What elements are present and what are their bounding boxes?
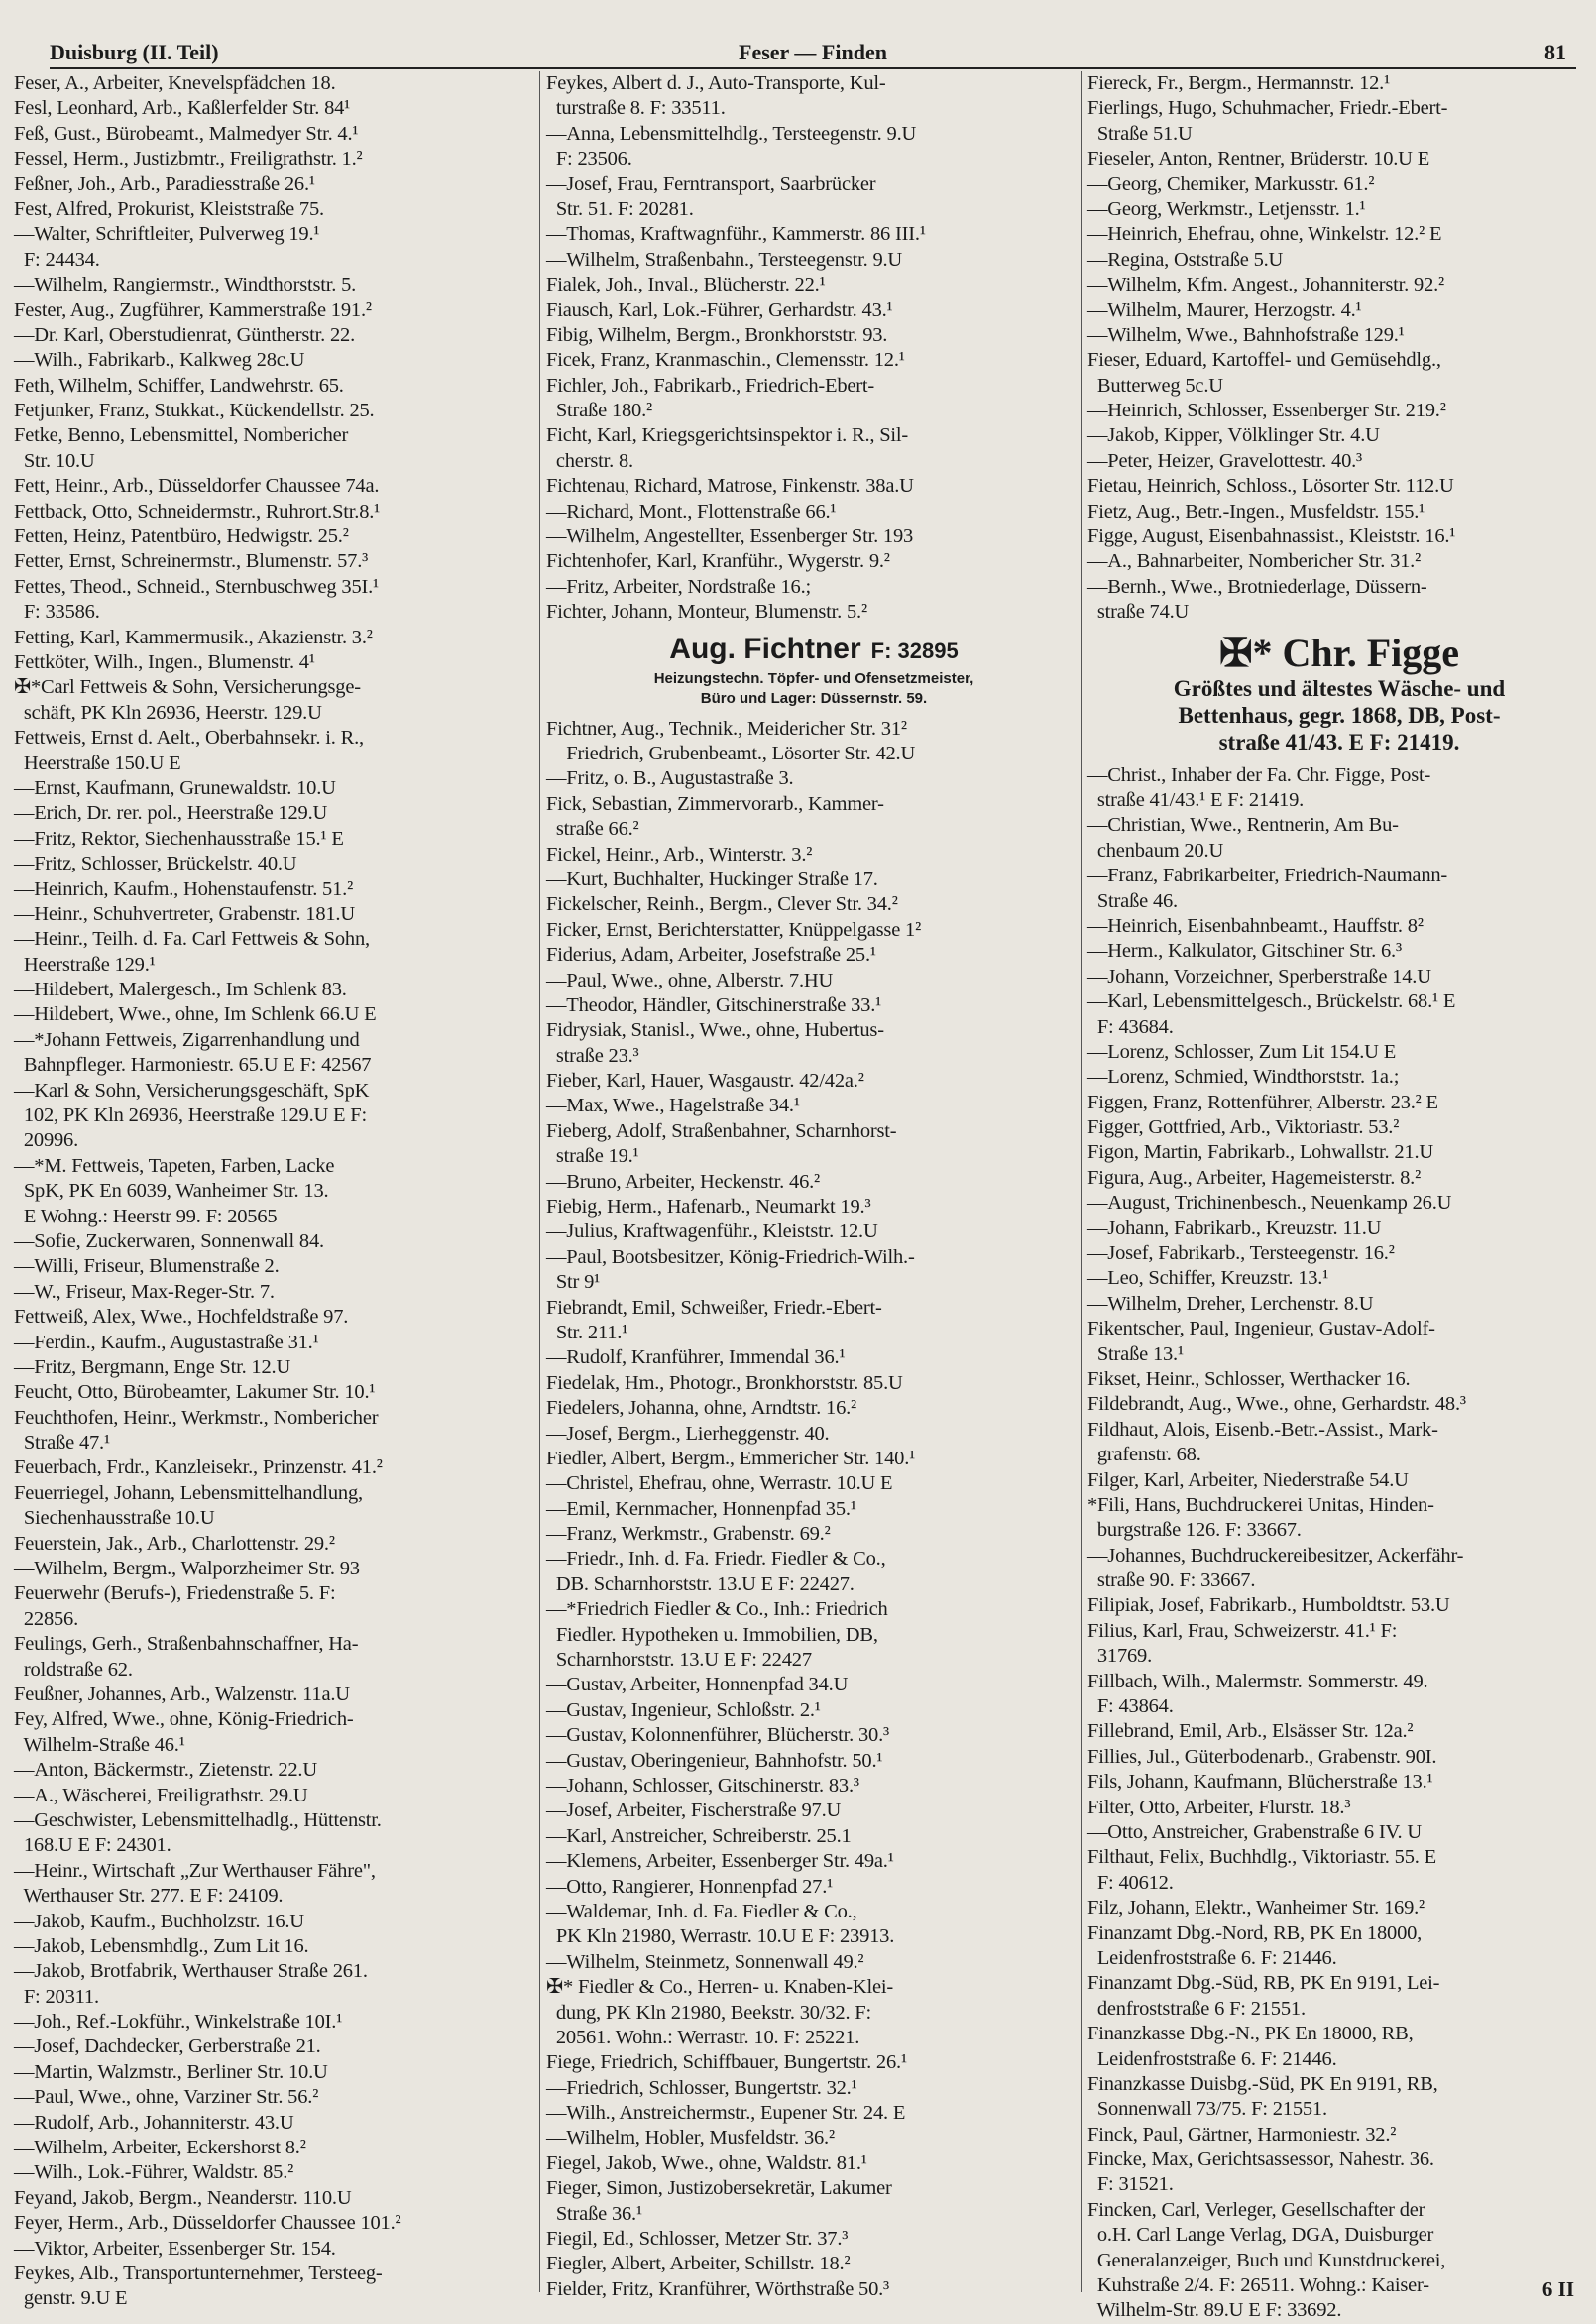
directory-entry-line: Wilhelm-Str. 89.U E F: 33692. xyxy=(1087,2299,1342,2322)
directory-entry-line: —Klemens, Arbeiter, Essenberger Str. 49a.¹ xyxy=(546,1850,894,1873)
directory-entry-line: Fetter, Ernst, Schreinermstr., Blumenstr. 57.³ xyxy=(14,550,369,573)
directory-entry-line: Feykes, Albert d. J., Auto-Transporte, Kul- xyxy=(546,72,886,94)
directory-entry-line: Finanzamt Dbg.-Süd, RB, PK En 9191, Lei- xyxy=(1087,1972,1440,1995)
directory-entry-line: —*Friedrich Fiedler & Co., Inh.: Friedrich xyxy=(546,1598,888,1621)
directory-entry-line: Fiebig, Herm., Hafenarb., Neumarkt 19.³ xyxy=(546,1196,871,1219)
directory-entry-line: PK Kln 21980, Werrastr. 10.U E F: 23913. xyxy=(546,1925,895,1948)
directory-entry-line: F: 23506. xyxy=(546,148,632,171)
directory-entry-line: —Fritz, Schlosser, Brückelstr. 40.U xyxy=(14,853,297,875)
directory-entry-line: —Fritz, Arbeiter, Nordstraße 16.; xyxy=(546,575,811,598)
directory-entry-line: —Emil, Kernmacher, Honnenpfad 35.¹ xyxy=(546,1497,856,1520)
directory-entry-line: Feykes, Alb., Transportunternehmer, Tersteeg- xyxy=(14,2262,383,2284)
directory-entry-line: Fetke, Benno, Lebensmittel, Nombericher xyxy=(14,424,349,447)
directory-entry-line: turstraße 8. F: 33511. xyxy=(546,97,726,120)
advertisement-text: Büro und Lager: Düssernstr. 59. xyxy=(700,689,928,707)
directory-entry-line: Filipiak, Josef, Fabrikarb., Humboldtstr. 53.U xyxy=(1087,1594,1450,1617)
directory-entry-line: —Willi, Friseur, Blumenstraße 2. xyxy=(14,1255,280,1278)
directory-entry-line: —Martin, Walzmstr., Berliner Str. 10.U xyxy=(14,2060,328,2083)
directory-entry-line: Fetting, Karl, Kammermusik., Akazienstr. 3.² xyxy=(14,626,373,648)
directory-entry-line: *Fili, Hans, Buchdruckerei Unitas, Hinden- xyxy=(1087,1493,1434,1516)
directory-entry-line: —Fritz, Bergmann, Enge Str. 12.U xyxy=(14,1355,291,1378)
directory-entry-line: Finck, Paul, Gärtner, Harmoniestr. 32.² xyxy=(1087,2123,1397,2146)
directory-entry-line: straße 74.U xyxy=(1087,601,1190,624)
directory-entry-line: Fidrysiak, Stanisl., Wwe., ohne, Hubertus- xyxy=(546,1019,884,1042)
directory-entry-line: —Paul, Wwe., ohne, Varziner Str. 56.² xyxy=(14,2086,319,2109)
directory-entry-line: Fildhaut, Alois, Eisenb.-Betr.-Assist., Mark- xyxy=(1087,1418,1438,1441)
directory-entry-line: Fikset, Heinr., Schlosser, Werthacker 16. xyxy=(1087,1367,1411,1390)
directory-entry-line: —Herm., Kalkulator, Gitschiner Str. 6.³ xyxy=(1087,940,1402,963)
directory-entry-line: Fiegel, Jakob, Wwe., ohne, Waldstr. 81.¹ xyxy=(546,2151,867,2174)
directory-entry-line: Fieger, Simon, Justizobersekretär, Lakumer xyxy=(546,2177,892,2200)
directory-entry-line: Leidenfroststraße 6. F: 21446. xyxy=(1087,2047,1337,2070)
directory-entry-line: Filius, Karl, Frau, Schweizerstr. 41.¹ F: xyxy=(1087,1619,1398,1642)
directory-entry-line: Fichler, Joh., Fabrikarb., Friedrich-Ebert- xyxy=(546,374,875,397)
directory-entry-line: —Christ., Inhaber der Fa. Chr. Figge, Post- xyxy=(1087,763,1431,786)
directory-entry-line: —Karl & Sohn, Versicherungsgeschäft, SpK xyxy=(14,1079,370,1102)
directory-entry-line: —Heinr., Schuhvertreter, Grabenstr. 181.U xyxy=(14,902,355,925)
directory-entry-line: —Jakob, Lebensmhdlg., Zum Lit 16. xyxy=(14,1934,309,1957)
directory-entry-line: —Franz, Werkmstr., Grabenstr. 69.² xyxy=(546,1523,831,1546)
directory-entry-line: —Fritz, Rektor, Siechenhausstraße 15.¹ E xyxy=(14,827,344,850)
directory-entry-line: —Leo, Schiffer, Kreuzstr. 13.¹ xyxy=(1087,1267,1329,1290)
directory-entry-line: —Max, Wwe., Hagelstraße 34.¹ xyxy=(546,1095,800,1117)
advertisement-text: Heizungstechn. Töpfer- und Ofensetzmeister, xyxy=(653,669,974,687)
directory-entry-line: Feucht, Otto, Bürobeamter, Lakumer Str. 10.¹ xyxy=(14,1381,376,1404)
directory-entry-line: Straße 51.U xyxy=(1087,122,1193,145)
directory-entry-line: Figgen, Franz, Rottenführer, Alberstr. 23.² E xyxy=(1087,1091,1438,1113)
directory-entry-line: —Rudolf, Arb., Johanniterstr. 43.U xyxy=(14,2111,294,2134)
directory-entry-line: —Heinrich, Eisenbahnbeamt., Hauffstr. 8² xyxy=(1087,914,1424,937)
directory-entry-line: F: 31521. xyxy=(1087,2173,1174,2196)
directory-entry-line: 20996. xyxy=(14,1129,79,1152)
directory-entry-line: Feuchthofen, Heinr., Werkmstr., Nombericher xyxy=(14,1406,379,1429)
directory-entry-line: Fett, Heinr., Arb., Düsseldorfer Chaussee 74a. xyxy=(14,475,380,498)
directory-entry-line: Fichtenau, Richard, Matrose, Finkenstr. 38a.U xyxy=(546,475,914,498)
directory-entry-line: Feuerriegel, Johann, Lebensmittelhandlung, xyxy=(14,1481,363,1504)
directory-entry-line: o.H. Carl Lange Verlag, DGA, Duisburger xyxy=(1087,2224,1434,2247)
directory-entry-line: Fick, Sebastian, Zimmervorarb., Kammer- xyxy=(546,792,884,815)
directory-entry-line: —Josef, Fabrikarb., Tersteegenstr. 16.² xyxy=(1087,1242,1395,1265)
directory-entry-line: —Wilhelm, Straßenbahn., Tersteegenstr. 9.U xyxy=(546,248,903,271)
directory-entry-line: Fetten, Heinz, Patentbüro, Hedwigstr. 25.² xyxy=(14,525,349,548)
directory-entry-line: Straße 13.¹ xyxy=(1087,1342,1184,1365)
directory-entry-line: —Hildebert, Malergesch., Im Schlenk 83. xyxy=(14,979,347,1001)
directory-entry-line: Fiege, Friedrich, Schiffbauer, Bungertstr. 26.¹ xyxy=(546,2051,907,2074)
directory-entry-line: Fieber, Karl, Hauer, Wasgaustr. 42/42a.² xyxy=(546,1070,864,1093)
directory-entry-line: —*Johann Fettweis, Zigarrenhandlung und xyxy=(14,1028,360,1051)
directory-entry-line: Feß, Gust., Bürobeamt., Malmedyer Str. 4.¹ xyxy=(14,122,359,145)
directory-entry-line: Fincken, Carl, Verleger, Gesellschafter der xyxy=(1087,2198,1425,2221)
directory-entry-line: F: 20311. xyxy=(14,1985,99,2008)
directory-entry-line: grafenstr. 68. xyxy=(1087,1444,1201,1466)
directory-entry-line: Feßner, Joh., Arb., Paradiesstraße 26.¹ xyxy=(14,173,315,195)
directory-entry-line: straße 90. F: 33667. xyxy=(1087,1569,1256,1592)
directory-entry-line: —Josef, Bergm., Lierheggenstr. 40. xyxy=(546,1422,830,1445)
directory-entry-line: straße 66.² xyxy=(546,818,639,841)
directory-entry-line: Feulings, Gerh., Straßenbahnschaffner, Ha- xyxy=(14,1633,359,1656)
directory-entry-line: Finanzamt Dbg.-Nord, RB, PK En 18000, xyxy=(1087,1921,1423,1944)
directory-entry-line: denfroststraße 6 F: 21551. xyxy=(1087,1997,1306,2020)
directory-entry-line: Fiedelak, Hm., Photogr., Bronkhorststr. 85.U xyxy=(546,1371,903,1394)
directory-entry-line: Fiereck, Fr., Bergm., Hermannstr. 12.¹ xyxy=(1087,72,1391,94)
directory-entry-line: —Julius, Kraftwagenführ., Kleiststr. 12.U xyxy=(546,1220,878,1243)
directory-entry-line: Str 9¹ xyxy=(546,1271,601,1294)
directory-entry-line: —Wilhelm, Arbeiter, Eckershorst 8.² xyxy=(14,2137,306,2159)
directory-entry-line: Fest, Alfred, Prokurist, Kleiststraße 75. xyxy=(14,197,324,220)
directory-entry-line: —Wilh., Anstreichermstr., Eupener Str. 24. E xyxy=(546,2102,906,2125)
directory-entry-line: 22856. xyxy=(14,1607,79,1630)
directory-entry-line: Fessel, Herm., Justizbmtr., Freiligrathstr. 1.² xyxy=(14,148,363,171)
directory-entry-line: Str. 10.U xyxy=(14,449,95,472)
directory-column-3 xyxy=(1081,71,1591,2322)
directory-entry-line: Generalanzeiger, Buch und Kunstdruckerei, xyxy=(1087,2249,1446,2271)
directory-entry-line: Straße 47.¹ xyxy=(14,1432,110,1454)
directory-entry-line: F: 33586. xyxy=(14,601,100,624)
directory-entry-line: Fettweiß, Alex, Wwe., Hochfeldstraße 97. xyxy=(14,1306,349,1329)
directory-entry-line: —Friedr., Inh. d. Fa. Friedr. Fiedler & Co., xyxy=(546,1548,886,1570)
directory-entry-line: Fincke, Max, Gerichtsassessor, Nahestr. 36. xyxy=(1087,2149,1434,2171)
directory-entry-line: Fietz, Aug., Betr.-Ingen., Musfeldstr. 155.¹ xyxy=(1087,500,1425,523)
advertisement-title xyxy=(546,632,1082,669)
directory-entry-line: —Gustav, Kolonnenführer, Blücherstr. 30.³ xyxy=(546,1724,889,1747)
directory-entry-line: —Gustav, Ingenieur, Schloßstr. 2.¹ xyxy=(546,1698,821,1721)
directory-entry-line: Fickelscher, Reinh., Bergm., Clever Str. 34.² xyxy=(546,893,898,916)
directory-entry-line: —Rudolf, Kranführer, Immendal 36.¹ xyxy=(546,1346,846,1369)
directory-entry-line: Fester, Aug., Zugführer, Kammerstraße 191.² xyxy=(14,298,372,321)
directory-entry-line: Str. 51. F: 20281. xyxy=(546,197,694,220)
directory-entry-line: Scharnhorststr. 13.U E F: 22427 xyxy=(546,1649,812,1672)
directory-entry-line: Fiedelers, Johanna, ohne, Arndtstr. 16.² xyxy=(546,1397,857,1420)
directory-entry-line: Fiedler, Albert, Bergm., Emmericher Str. 140.¹ xyxy=(546,1447,916,1469)
directory-entry-line: Fialek, Joh., Inval., Blücherstr. 22.¹ xyxy=(546,274,826,296)
directory-entry-line: Fettköter, Wilh., Ingen., Blumenstr. 4¹ xyxy=(14,650,315,673)
directory-entry-line: Figon, Martin, Fabrikarb., Lohwallstr. 21.U xyxy=(1087,1141,1433,1164)
directory-entry-line: Sonnenwall 73/75. F: 21551. xyxy=(1087,2098,1327,2121)
directory-entry-line: —Wilhelm, Dreher, Lerchenstr. 8.U xyxy=(1087,1292,1374,1315)
directory-entry-line: —Christel, Ehefrau, ohne, Werrastr. 10.U E xyxy=(546,1472,893,1495)
directory-entry-line: —Wilhelm, Steinmetz, Sonnenwall 49.² xyxy=(546,1950,864,1973)
advertisement-name: Aug. Fichtner xyxy=(669,632,861,665)
directory-entry-line: 102, PK Kln 26936, Heerstraße 129.U E F: xyxy=(14,1104,368,1127)
directory-entry-line: —Johann, Schlosser, Gitschinerstr. 83.³ xyxy=(546,1775,859,1797)
directory-entry-line: —Anton, Bäckermstr., Zietenstr. 22.U xyxy=(14,1759,317,1782)
directory-entry-line: Fibig, Wilhelm, Bergm., Bronkhorststr. 93. xyxy=(546,323,888,346)
directory-column-2 xyxy=(539,71,1082,2300)
directory-entry-line: burgstraße 126. F: 33667. xyxy=(1087,1519,1302,1542)
directory-entry-line: Fiausch, Karl, Lok.-Führer, Gerhardstr. 43.¹ xyxy=(546,298,893,321)
directory-entry-line: ✠* Fiedler & Co., Herren- u. Knaben-Klei- xyxy=(546,1976,893,1999)
directory-entry-line: Fielder, Fritz, Kranführer, Wörthstraße 50.³ xyxy=(546,2277,889,2300)
directory-entry-line: —Hildebert, Wwe., ohne, Im Schlenk 66.U E xyxy=(14,1003,377,1026)
directory-entry-line: —Paul, Wwe., ohne, Alberstr. 7.HU xyxy=(546,969,834,991)
directory-entry-line: —Otto, Anstreicher, Grabenstraße 6 IV. U xyxy=(1087,1821,1422,1843)
directory-entry-line: Fichtner, Aug., Technik., Meidericher Str. 31² xyxy=(546,717,907,740)
directory-entry-line: Fierlings, Hugo, Schuhmacher, Friedr.-Ebert- xyxy=(1087,97,1448,120)
directory-entry-line: Figger, Gottfried, Arb., Viktoriastr. 53.² xyxy=(1087,1116,1400,1139)
advertisement-text: Bettenhaus, gegr. 1868, DB, Post- xyxy=(1178,702,1501,728)
directory-entry-line: —Wilhelm, Wwe., Bahnhofstraße 129.¹ xyxy=(1087,323,1405,346)
directory-entry-line: Feuerbach, Frdr., Kanzleisekr., Prinzenstr. 41.² xyxy=(14,1456,383,1479)
directory-entry-line: Heerstraße 129.¹ xyxy=(14,953,156,976)
page-number: 81 xyxy=(1544,40,1566,64)
directory-entry-line: —Heinrich, Kaufm., Hohenstaufenstr. 51.² xyxy=(14,877,354,900)
directory-entry-line: —Lorenz, Schlosser, Zum Lit 154.U E xyxy=(1087,1040,1397,1063)
directory-entry-line: —Georg, Chemiker, Markusstr. 61.² xyxy=(1087,173,1375,195)
directory-entry-line: —Karl, Anstreicher, Schreiberstr. 25.1 xyxy=(546,1824,852,1847)
directory-entry-line: Straße 180.² xyxy=(546,400,652,422)
running-head-range: Feser — Finden xyxy=(739,40,887,64)
advertisement-title xyxy=(1087,632,1591,675)
directory-entry-line: —Ferdin., Kaufm., Augustastraße 31.¹ xyxy=(14,1331,319,1353)
directory-entry-line: Filter, Otto, Arbeiter, Flurstr. 18.³ xyxy=(1087,1796,1351,1818)
directory-entry-line: Feuerstein, Jak., Arb., Charlottenstr. 29.² xyxy=(14,1532,335,1555)
directory-entry-line: Fettweis, Ernst d. Aelt., Oberbahnsekr. i. R., xyxy=(14,727,364,750)
directory-entry-line: 168.U E F: 24301. xyxy=(14,1834,171,1857)
directory-entry-line: F: 24434. xyxy=(14,248,100,271)
directory-entry-line: —Heinr., Teilh. d. Fa. Carl Fettweis & Sohn, xyxy=(14,928,370,951)
directory-entry-line: Fikentscher, Paul, Ingenieur, Gustav-Adolf- xyxy=(1087,1318,1435,1340)
directory-entry-line: —Friedrich, Grubenbeamt., Lösorter Str. 42.U xyxy=(546,742,916,764)
directory-entry-line: Fietau, Heinrich, Schloss., Lösorter Str. 112.U xyxy=(1087,475,1454,498)
directory-entry-line: DB. Scharnhorststr. 13.U E F: 22427. xyxy=(546,1572,855,1595)
directory-entry-line: Fieberg, Adolf, Straßenbahner, Scharnhorst- xyxy=(546,1119,897,1142)
directory-entry-line: —Wilhelm, Angestellter, Essenberger Str. 193 xyxy=(546,525,914,548)
directory-entry-line: SpK, PK En 6039, Wanheimer Str. 13. xyxy=(14,1180,329,1203)
directory-entry-line: straße 19.¹ xyxy=(546,1145,639,1168)
directory-entry-line: —Karl, Lebensmittelgesch., Brückelstr. 68.¹ E xyxy=(1087,990,1456,1013)
directory-entry-line: Fiegil, Ed., Schlosser, Metzer Str. 37.³ xyxy=(546,2228,849,2251)
directory-entry-line: —Dr. Karl, Oberstudienrat, Güntherstr. 22. xyxy=(14,323,356,346)
directory-entry-line: cherstr. 8. xyxy=(546,449,633,472)
running-head-city: Duisburg (II. Teil) xyxy=(50,40,219,64)
directory-entry-line: —Wilh., Lok.-Führer, Waldstr. 85.² xyxy=(14,2161,294,2184)
directory-entry-line: —Josef, Dachdecker, Gerberstraße 21. xyxy=(14,2035,321,2058)
directory-entry-line: Finanzkasse Dbg.-N., PK En 18000, RB, xyxy=(1087,2023,1414,2045)
directory-entry-line: —Jakob, Kipper, Völklinger Str. 4.U xyxy=(1087,424,1380,447)
directory-entry-line: —Lorenz, Schmied, Windthorststr. 1a.; xyxy=(1087,1066,1400,1089)
directory-entry-line: straße 41/43.¹ E F: 21419. xyxy=(1087,788,1305,811)
directory-entry-line: Fieser, Eduard, Kartoffel- und Gemüsehdlg., xyxy=(1087,349,1441,372)
directory-entry-line: Fichter, Johann, Monteur, Blumenstr. 5.² xyxy=(546,601,867,624)
directory-entry-line: —Bruno, Arbeiter, Heckenstr. 46.² xyxy=(546,1170,820,1193)
directory-entry-line: Fiegler, Albert, Arbeiter, Schillstr. 18.² xyxy=(546,2253,851,2275)
advertisement-fichtner xyxy=(546,632,1082,709)
directory-entry-line: —Sofie, Zuckerwaren, Sonnenwall 84. xyxy=(14,1229,324,1252)
directory-entry-line: —Johannes, Buchdruckereibesitzer, Ackerfähr- xyxy=(1087,1544,1464,1567)
directory-entry-line: —Josef, Frau, Ferntransport, Saarbrücker xyxy=(546,173,876,195)
directory-entry-line: Siechenhausstraße 10.U xyxy=(14,1507,215,1530)
directory-entry-line: Fillbach, Wilh., Malermstr. Sommerstr. 49. xyxy=(1087,1670,1428,1692)
directory-entry-line: —Wilhelm, Kfm. Angest., Johanniterstr. 92.² xyxy=(1087,274,1444,296)
directory-entry-line: Finanzkasse Duisbg.-Süd, PK En 9191, RB, xyxy=(1087,2072,1438,2095)
directory-entry-line: —W., Friseur, Max-Reger-Str. 7. xyxy=(14,1280,275,1303)
directory-entry-line: schäft, PK Kln 26936, Heerstr. 129.U xyxy=(14,701,322,724)
directory-column-1 xyxy=(14,71,529,2310)
directory-entry-line: —Joh., Ref.-Lokführ., Winkelstraße 10I.¹ xyxy=(14,2011,343,2034)
directory-entry-line: Fey, Alfred, Wwe., ohne, König-Friedrich- xyxy=(14,1708,354,1731)
directory-entry-line: —Thomas, Kraftwagnführ., Kammerstr. 86 III.¹ xyxy=(546,223,926,246)
directory-entry-line: —Heinrich, Ehefrau, ohne, Winkelstr. 12.² E xyxy=(1087,223,1442,246)
directory-entry-line: Feser, A., Arbeiter, Knevelspfädchen 18. xyxy=(14,72,336,94)
advertisement-figge xyxy=(1087,632,1591,755)
directory-entry-line: Fiebrandt, Emil, Schweißer, Friedr.-Ebert- xyxy=(546,1296,882,1319)
directory-entry-line: —Otto, Rangierer, Honnenpfad 27.¹ xyxy=(546,1875,834,1898)
directory-entry-line: —Anna, Lebensmittelhdlg., Tersteegenstr. 9.U xyxy=(546,122,917,145)
directory-entry-line: Straße 36.¹ xyxy=(546,2202,642,2225)
directory-entry-line: Fickel, Heinr., Arb., Winterstr. 3.² xyxy=(546,843,813,866)
directory-entry-line: —Georg, Werkmstr., Letjensstr. 1.¹ xyxy=(1087,197,1366,220)
directory-entry-line: —August, Trichinenbesch., Neuenkamp 26.U xyxy=(1087,1192,1452,1215)
directory-entry-line: —Wilhelm, Hobler, Musfeldstr. 36.² xyxy=(546,2127,835,2150)
directory-entry-line: Str. 211.¹ xyxy=(546,1321,628,1343)
directory-entry-line: —Viktor, Arbeiter, Essenberger Str. 154. xyxy=(14,2237,336,2260)
directory-entry-line: Filthaut, Felix, Buchhdlg., Viktoriastr. 55. E xyxy=(1087,1846,1436,1869)
directory-entry-line: Ficht, Karl, Kriegsgerichtsinspektor i. R., Sil- xyxy=(546,424,909,447)
directory-entry-line: Ficek, Franz, Kranmaschin., Clemensstr. 12.¹ xyxy=(546,349,905,372)
directory-entry-line: —A., Bahnarbeiter, Nombericher Str. 31.² xyxy=(1087,550,1422,573)
directory-entry-line: chenbaum 20.U xyxy=(1087,839,1224,862)
directory-entry-line: —Wilhelm, Bergm., Walporzheimer Str. 93 xyxy=(14,1558,360,1580)
advertisement-text: straße 41/43. E F: 21419. xyxy=(1218,729,1460,755)
directory-entry-line: —Regina, Oststraße 5.U xyxy=(1087,248,1284,271)
directory-entry-line: 31769. xyxy=(1087,1645,1153,1668)
advertisement-name: ✠* Chr. Figge xyxy=(1218,630,1460,675)
directory-entry-line: Filger, Karl, Arbeiter, Niederstraße 54.U xyxy=(1087,1468,1409,1491)
directory-entry-line: —Fritz, o. B., Augustastraße 3. xyxy=(546,767,794,790)
directory-entry-line: Ficker, Ernst, Berichterstatter, Knüppelgasse 1² xyxy=(546,918,922,941)
directory-entry-line: F: 43684. xyxy=(1087,1015,1174,1038)
directory-entry-line: —Wilh., Fabrikarb., Kalkweg 28c.U xyxy=(14,349,305,372)
directory-entry-line: —Christian, Wwe., Rentnerin, Am Bu- xyxy=(1087,814,1399,837)
signature-mark: 6 II xyxy=(1541,2277,1574,2301)
directory-entry-line: —Heinr., Wirtschaft „Zur Werthauser Fähre", xyxy=(14,1859,376,1882)
directory-entry-line: —Peter, Heizer, Gravelottestr. 40.³ xyxy=(1087,449,1363,472)
directory-entry-line: —Johann, Fabrikarb., Kreuzstr. 11.U xyxy=(1087,1217,1382,1239)
directory-entry-line: —Richard, Mont., Flottenstraße 66.¹ xyxy=(546,500,837,523)
directory-entry-line: —Wilhelm, Rangiermstr., Windthorststr. 5. xyxy=(14,274,357,296)
directory-entry-line: Fillies, Jul., Güterbodenarb., Grabenstr. 90I. xyxy=(1087,1745,1437,1768)
directory-entry-line: E Wohng.: Heerstr 99. F: 20565 xyxy=(14,1205,278,1227)
directory-entry-line: —Jakob, Kaufm., Buchholzstr. 16.U xyxy=(14,1910,304,1932)
directory-entry-line: Wilhelm-Straße 46.¹ xyxy=(14,1733,185,1756)
directory-entry-line: Feyand, Jakob, Bergm., Neanderstr. 110.U xyxy=(14,2186,352,2209)
directory-entry-line: —Geschwister, Lebensmittelhadlg., Hüttenstr. xyxy=(14,1808,382,1831)
directory-entry-line: Fesl, Leonhard, Arb., Kaßlerfelder Str. 84¹ xyxy=(14,97,351,120)
directory-entry-line: Fieseler, Anton, Rentner, Brüderstr. 10.U E xyxy=(1087,148,1430,171)
directory-entry-line: —Walter, Schriftleiter, Pulverweg 19.¹ xyxy=(14,223,320,246)
directory-entry-line: Fils, Johann, Kaufmann, Blücherstraße 13.¹ xyxy=(1087,1771,1433,1794)
directory-entry-line: —Friedrich, Schlosser, Bungertstr. 32.¹ xyxy=(546,2076,857,2099)
directory-entry-line: Fetjunker, Franz, Stukkat., Kückendellstr. 25. xyxy=(14,400,375,422)
directory-entry-line: Filz, Johann, Elektr., Wanheimer Str. 169.² xyxy=(1087,1897,1425,1919)
directory-entry-line: Fildebrandt, Aug., Wwe., ohne, Gerhardstr. 48.³ xyxy=(1087,1393,1466,1416)
directory-entry-line: Figge, August, Eisenbahnassist., Kleiststr. 16.¹ xyxy=(1087,525,1456,548)
directory-entry-line: Fiedler. Hypotheken u. Immobilien, DB, xyxy=(546,1623,878,1646)
directory-entry-line: —Jakob, Brotfabrik, Werthauser Straße 261. xyxy=(14,1960,368,1983)
directory-entry-line: Kuhstraße 2/4. F: 26511. Wohng.: Kaiser- xyxy=(1087,2274,1429,2297)
directory-entry-line: Leidenfroststraße 6. F: 21446. xyxy=(1087,1946,1337,1969)
directory-entry-line: Fiderius, Adam, Arbeiter, Josefstraße 25.¹ xyxy=(546,944,876,967)
directory-entry-line: F: 40612. xyxy=(1087,1871,1174,1894)
directory-entry-line: —Johann, Vorzeichner, Sperberstraße 14.U xyxy=(1087,965,1431,988)
directory-entry-line: Heerstraße 150.U E xyxy=(14,752,181,774)
directory-entry-line: —Waldemar, Inh. d. Fa. Fiedler & Co., xyxy=(546,1900,857,1922)
directory-entry-line: dung, PK Kln 21980, Beekstr. 30/32. F: xyxy=(546,2001,871,2024)
directory-entry-line: —Paul, Bootsbesitzer, König-Friedrich-Wilh.- xyxy=(546,1245,915,1268)
directory-entry-line: Feth, Wilhelm, Schiffer, Landwehrstr. 65. xyxy=(14,374,344,397)
directory-entry-line: Straße 46. xyxy=(1087,889,1178,912)
directory-entry-line: Butterweg 5c.U xyxy=(1087,374,1223,397)
directory-entry-line: Feuerwehr (Berufs-), Friedenstraße 5. F: xyxy=(14,1582,336,1605)
directory-entry-line: —Josef, Arbeiter, Fischerstraße 97.U xyxy=(546,1800,842,1822)
directory-entry-line: —Erich, Dr. rer. pol., Heerstraße 129.U xyxy=(14,802,328,825)
directory-entry-line: Fillebrand, Emil, Arb., Elsässer Str. 12a.² xyxy=(1087,1720,1414,1743)
directory-entry-line: Fettback, Otto, Schneidermstr., Ruhrort.Str.8.¹ xyxy=(14,500,381,523)
directory-entry-line: —Gustav, Arbeiter, Honnenpfad 34.U xyxy=(546,1674,849,1696)
directory-entry-line: —Bernh., Wwe., Brotniederlage, Düssern- xyxy=(1087,575,1427,598)
page-header xyxy=(50,38,1576,69)
directory-entry-line: roldstraße 62. xyxy=(14,1658,133,1681)
directory-entry-line: —Franz, Fabrikarbeiter, Friedrich-Naumann- xyxy=(1087,865,1448,887)
directory-entry-line: ✠*Carl Fettweis & Sohn, Versicherungsge- xyxy=(14,676,361,699)
directory-entry-line: genstr. 9.U E xyxy=(14,2287,128,2310)
directory-entry-line: —Theodor, Händler, Gitschinerstraße 33.¹ xyxy=(546,993,882,1016)
directory-entry-line: —Ernst, Kaufmann, Grunewaldstr. 10.U xyxy=(14,776,336,799)
advertisement-phone: F: 32895 xyxy=(870,638,959,663)
directory-entry-line: —*M. Fettweis, Tapeten, Farben, Lacke xyxy=(14,1154,335,1177)
advertisement-text: Größtes und ältestes Wäsche- und xyxy=(1173,675,1506,701)
directory-entry-line: —Heinrich, Schlosser, Essenberger Str. 219.² xyxy=(1087,400,1446,422)
directory-entry-line: Fichtenhofer, Karl, Kranführ., Wygerstr. 9.² xyxy=(546,550,890,573)
directory-entry-line: Fettes, Theod., Schneid., Sternbuschweg 35I.¹ xyxy=(14,575,379,598)
directory-entry-line: Figura, Aug., Arbeiter, Hagemeisterstr. 8.² xyxy=(1087,1166,1422,1189)
directory-entry-line: straße 23.³ xyxy=(546,1044,639,1067)
directory-entry-line: —Kurt, Buchhalter, Huckinger Straße 17. xyxy=(546,868,878,890)
directory-entry-line: —Wilhelm, Maurer, Herzogstr. 4.¹ xyxy=(1087,298,1362,321)
directory-entry-line: Werthauser Str. 277. E F: 24109. xyxy=(14,1885,284,1908)
directory-entry-line: Feußner, Johannes, Arb., Walzenstr. 11a.U xyxy=(14,1684,350,1705)
directory-entry-line: —Gustav, Oberingenieur, Bahnhofstr. 50.¹ xyxy=(546,1749,883,1772)
directory-entry-line: —A., Wäscherei, Freiligrathstr. 29.U xyxy=(14,1784,308,1806)
directory-entry-line: 20561. Wohn.: Werrastr. 10. F: 25221. xyxy=(546,2026,860,2048)
directory-entry-line: Bahnpfleger. Harmoniestr. 65.U E F: 42567 xyxy=(14,1054,372,1077)
directory-entry-line: Feyer, Herm., Arb., Düsseldorfer Chaussee 101.² xyxy=(14,2212,401,2235)
directory-entry-line: F: 43864. xyxy=(1087,1695,1174,1718)
